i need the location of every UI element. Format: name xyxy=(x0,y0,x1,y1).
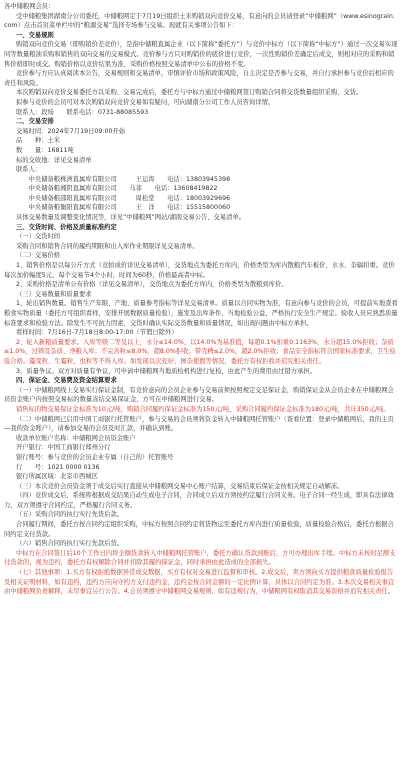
paragraph: （六）销售合同的执行实行先款后货。 xyxy=(16,540,124,548)
paragraph: （二）交易价格 xyxy=(16,252,61,260)
paragraph: （三）交易数量和质量要求 xyxy=(16,290,92,298)
paragraph: 合同履行期间，委托方按合同约定组织采购，中标方按照合同约定将货物运至委托方库内进行质量检验，质量检验合格后，委托方根据合同约定支付货款。 xyxy=(4,521,394,538)
section-heading: 四、保证金、交易费及资金结算要求 xyxy=(16,377,117,385)
paragraph: 中标方在合同签订后10个工作日内将全额货款转入中储粮网托管账户，委托方确认货款到账后，方可办理出库手续。中标方未按时足额支付货款的，视为违约，委托方有权解除合同并扣除其履约保证金，同时承担由此造成的全部损失。 xyxy=(4,549,396,567)
paragraph: 联系人：段炀 联系电话：0731-88085593 xyxy=(16,108,149,116)
paragraph: 中央储备粮株洲直属库有限公司 王运涛 电话：13803945398 xyxy=(16,175,231,183)
paragraph: 联系人： xyxy=(16,166,42,174)
paragraph: 开户银行：中国工商银行郑州分行 xyxy=(16,444,111,452)
paragraph: 购销双向竞价交易（即购销价差竞价），是指中储粮直属企业（以下简称“委托方”）与竞价中标方（以下简称“中标方”）通过一次交易实现同等数量粮油采购和销售的双向交易的交易模式。竞价参与方只对购销价的底价进行竞价，一次性购销价差确定后成交，则相对应的采购和销售价格即时成交。购销价格以竞价结果为准，采购价格按照交易清单中公布的价格不变。 xyxy=(4,41,398,68)
paragraph: 品 种：土米 xyxy=(16,137,61,145)
paragraph: （一）交货时间 xyxy=(16,233,61,241)
paragraph: 看样时间：7月16日-7月18日8:00-17:00（节假日除外） xyxy=(16,329,178,337)
section-heading: 二、交易安排 xyxy=(16,118,54,126)
paragraph: （三）本次竞价会员资金须于成交后实行直接从中储粮网交易中心账户结算，交易结束后保证金按相关规定自动解冻。 xyxy=(16,482,344,490)
paragraph: 1、轮出销售数量。销售生产年限、产地、质量参考指标等详见交易清单。质量以合同实物为准，有意向参与竞价的会员，可提前实地查看粮食实物质量（委托方可组织看样，安排开展数据质量检验），施发及出库条件，当地检验公益，严格执行安全生产规定。验收人员应熟悉质量标准要求和检验方法。除发生不可抗力因素，交货时确认实际交货数量和质量情况，如出现问题由中标方承担。 xyxy=(4,300,398,327)
paragraph: 收款单位账户名称：中储粮网会员资金账户 xyxy=(16,434,136,442)
paragraph: 数 量：16811吨 xyxy=(16,146,74,154)
paragraph: 拟参与竞价的会员可对本次购销双向竞价交易如有疑问，可向湖南分公司工作人员咨询详情。 xyxy=(16,98,275,106)
paragraph: 2、采购价格是清单公布价格（详见交易清单），交货地点为委托方库内，价格类型为散粮到库价。 xyxy=(16,281,288,289)
paragraph: （四）竞价成交后，系统将根据成交结果自动生成电子合同，合同成立后双方须按约定履行合同义务。电子合同一经生成，即具有法律效力，双方须遵守合同约定，严格履行合同义务。 xyxy=(4,492,394,509)
paragraph: 销售标的物交易保证金标准为10元/吨，购销合同履约保证金标准为150元/吨，采购合同履约保证金标准为180元/吨，共计350元/吨。 xyxy=(16,405,390,413)
paragraph: （一）中储粮网线上交易实行保证金制，有竞价意向的会员企业参与交易前须按照规定交足保证金，购销保证金从会员企业在中储粮网会员资金账户内按照交易标的数量冻结交易保证金，方可在中储粮网进行交易。 xyxy=(4,386,394,404)
paragraph: （五）采购合同的执行实行先货后款。 xyxy=(16,511,124,519)
paragraph: 3、质量争议。双方对质量有争议，可申请中储粮网当地质检机构进行复检，由此产生的费用由过错方承担。 xyxy=(16,367,316,375)
section-heading: 三、交货时间、价格及质量标准约定 xyxy=(16,223,117,231)
paragraph: 2、轮入新粮质量要求。入库等级二等及以上，水分≤14.0%，以14.0%为基准值，每超0.1%扣重0.1163%，水分超15.0%拒收；杂质≤1.0%，过筛及杂质、净粮入库；不完善粒≤8.0%，超8.0%拒收；带壳稗≤2.0%，超2.0%拒收；食品安全指标符合国家标准要求，卫生检验合格。霉变粒、生霉粒、虫粒等不得入库。如发现以次充好、掺杂使假等情况，委托方有权拒收并追究相关责任。 xyxy=(4,338,396,365)
paragraph: 交易时间：2024年7月19日09:00开始 xyxy=(16,127,126,135)
paragraph: （七）其他事项：1.买方有权拒绝数据异常成交数据，买方有权对交易进行监督和审核。2.成交后，卖方须向买方提供粮食质量检验报告及相关证明材料，如有违约，违约方应向守约方支付违约金，违约金按合同金额的一定比例计算，具体以合同约定为准。3.本次交易相关事宜由中储粮网负责解释，未尽事宜另行公告。4.会员须遵守中储粮网交易规则，如有违规行为，中储粮网有权取消其交易资格并追究相关责任。 xyxy=(4,569,395,596)
paragraph: 中央储备粮邵阳直属库有限公司 周松堂 电话：18003929696 xyxy=(16,194,231,202)
paragraph: 中央储备粮湘阴直属库有限公司 马菲 电话：13608419822 xyxy=(16,185,218,193)
section-heading: 一、交易规则 xyxy=(16,31,54,39)
paragraph: 本次购销双向竞价交易委托方以采购、交易完成后，委托方与中标方通过中储粮网签订购销合同将交货数量组织采购、交货。 xyxy=(16,89,363,97)
paragraph: 采购合同和销售合同的履约期限和出入库作业期限详见交易清单。 xyxy=(16,242,199,250)
paragraph: 银行账号：参与竞价的会员企业专属（自己的）托管账号 xyxy=(16,453,174,461)
paragraph: 标的交收地：详见交易清单 xyxy=(16,156,92,164)
paragraph: 各中储粮网会员： xyxy=(4,3,55,10)
paragraph: 具体交易数量及调整变化情况等，详见“中储粮网”网站/湖南交易公告、交易清单。 xyxy=(16,214,246,222)
paragraph: 竞价参与方应认真阅读本公告，交易规则和交易清单，审慎评价市场和政策风险，自主决定是否参与交易，并自行承担参与竞价后相应的责任和风险。 xyxy=(4,70,394,87)
paragraph: 中央储备粮衡阳直属库有限公司 王 洋 电话：15515800060 xyxy=(16,204,231,212)
paragraph: 行 号：1021 0000 0136 xyxy=(16,463,100,471)
paragraph: 受中储粮集团湖南分公司委托，中储粮网定于7月19日组织土米购销双向竞价交易，有意向的会员请登录“中储粮网”（www.esinograin.com）点击首页菜单栏中的“粮源交易”选择专场参与交易。现就有关事项公告如下： xyxy=(4,12,395,30)
paragraph: 1、销售价格是以每公斤方式（竞拍成价详见交易清单），交货地点为委托方库内，价格类型为库内散粮汽车板价，水水、杂辐扣重。竞价每次加价幅度5元，每个交易节4个小时，时间为60秒，价格最高者中标。 xyxy=(4,262,395,279)
paragraph: （二）中储粮网已启用中国工商银行托管账户，参与交易的会员须将资金转入中储粮网托管账户（查看位置：登录中储粮网后，我的主页—我的资金账户），请参加交易的会员及时汇款，并确认到账。 xyxy=(4,415,394,433)
paragraph: 银行所属区域：北京市西城区 xyxy=(16,473,98,481)
